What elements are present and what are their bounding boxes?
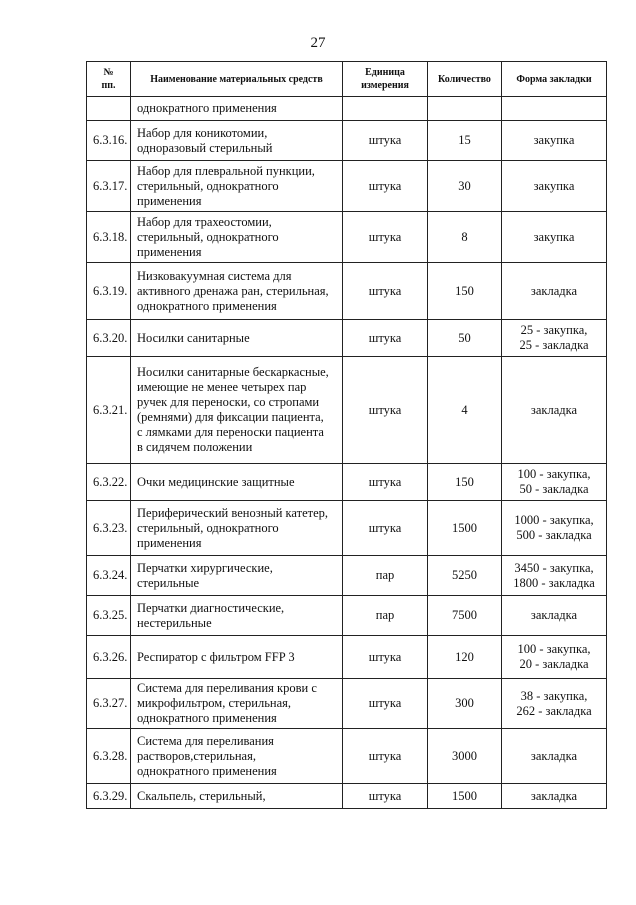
cell-qty: 5250 [428, 556, 502, 596]
cell-name [131, 729, 343, 784]
header-unit-line2: измерения [361, 80, 409, 91]
cell-name [131, 357, 343, 464]
cell-form [502, 320, 607, 357]
cell-name [131, 161, 343, 212]
cell-form-line: 25 - закладка [519, 338, 589, 352]
cell-name [131, 263, 343, 320]
cell-form-line: 3450 - закупка, [514, 560, 594, 575]
cell-name-line: Система для переливания [137, 733, 274, 748]
cell-name-line: Респиратор с фильтром FFP 3 [137, 649, 295, 664]
cell-qty: 8 [428, 212, 502, 263]
cell-name [131, 501, 343, 556]
cell-name-line: Периферический венозный катетер, [137, 505, 329, 520]
cell-name-line: применения [137, 535, 202, 550]
cell-unit: штука [343, 121, 428, 161]
cell-num: 6.3.19. [87, 263, 131, 320]
cell-name [131, 596, 343, 636]
cell-form [502, 464, 607, 501]
table-row [87, 121, 607, 161]
table-row [87, 729, 607, 784]
header-form: Форма закладки [502, 62, 607, 97]
cell-name-line: стерильный, однократного [137, 178, 279, 193]
cell-num: 6.3.18. [87, 212, 131, 263]
cell-num: 6.3.23. [87, 501, 131, 556]
cell-form-line: закупка [533, 178, 575, 193]
cell-unit: пар [343, 596, 428, 636]
cell-form [502, 501, 607, 556]
cell-form [502, 97, 607, 121]
cell-unit: штука [343, 263, 428, 320]
cell-qty: 50 [428, 320, 502, 357]
table-row [87, 784, 607, 809]
cell-form-line: 50 - закладка [519, 482, 589, 496]
table-row [87, 679, 607, 729]
cell-num: 6.3.26. [87, 636, 131, 679]
cell-form-line: закладка [530, 788, 578, 803]
cell-form [502, 679, 607, 729]
cell-qty: 3000 [428, 729, 502, 784]
table-row [87, 97, 607, 121]
cell-qty: 4 [428, 357, 502, 464]
cell-name-line: микрофильтром, стерильная, [137, 696, 292, 710]
cell-form-line: 38 - закупка, [520, 688, 588, 703]
cell-name [131, 784, 343, 809]
table-row [87, 212, 607, 263]
cell-form-line: 20 - закладка [519, 657, 589, 671]
cell-name-line: Система для переливания крови с [137, 681, 317, 695]
cell-name-line: однократного применения [137, 763, 277, 778]
header-unit [343, 62, 428, 97]
inventory-table [86, 61, 607, 809]
cell-name-line: с лямками для переноски пациента [137, 425, 324, 439]
header-name: Наименование материальных средств [131, 62, 343, 97]
cell-form-line: закупка [533, 133, 575, 147]
cell-name-line: Носилки санитарные [137, 330, 250, 345]
cell-form [502, 729, 607, 784]
cell-form [502, 596, 607, 636]
cell-form-line: 500 - закладка [516, 528, 592, 542]
cell-name-line: применения [137, 244, 202, 259]
cell-name-line: Низковакуумная система для [137, 268, 292, 283]
cell-qty: 1500 [428, 501, 502, 556]
cell-qty [428, 97, 502, 121]
cell-name-line: Набор для коникотомии, [137, 125, 268, 140]
cell-num: 6.3.16. [87, 121, 131, 161]
cell-name [131, 464, 343, 501]
cell-name-line: Очки медицинские защитные [137, 474, 295, 489]
cell-num: 6.3.22. [87, 464, 131, 501]
header-qty: Количество [428, 62, 502, 97]
cell-form [502, 784, 607, 809]
cell-name-line: применения [137, 193, 202, 208]
cell-qty: 300 [428, 679, 502, 729]
table-row [87, 161, 607, 212]
cell-form-line: закладка [530, 748, 578, 763]
table-row [87, 357, 607, 464]
cell-num: 6.3.28. [87, 729, 131, 784]
cell-form-line: 1800 - закладка [513, 575, 595, 590]
cell-name-line: однократного применения [137, 101, 277, 115]
cell-name-line: Набор для трахеостомии, [137, 214, 272, 229]
cell-name-line: (ремнями) для фиксации пациента, [137, 410, 324, 424]
cell-qty: 1500 [428, 784, 502, 809]
cell-unit: штука [343, 357, 428, 464]
cell-unit: пар [343, 556, 428, 596]
cell-unit: штука [343, 501, 428, 556]
cell-name [131, 679, 343, 729]
cell-unit: штука [343, 161, 428, 212]
cell-form-line: закупка [533, 229, 575, 244]
table-row [87, 501, 607, 556]
cell-num: 6.3.20. [87, 320, 131, 357]
cell-name-line: имеющие не менее четырех пар [137, 380, 307, 394]
cell-name [131, 121, 343, 161]
header-num [87, 62, 131, 97]
cell-name-line: Носилки санитарные бескаркасные, [137, 365, 329, 379]
cell-form [502, 161, 607, 212]
table-row [87, 464, 607, 501]
cell-qty: 15 [428, 121, 502, 161]
cell-name-line: Набор для плевральной пункции, [137, 163, 315, 178]
cell-qty: 150 [428, 263, 502, 320]
cell-num: 6.3.21. [87, 357, 131, 464]
table-row [87, 320, 607, 357]
cell-name-line: стерильный, однократного [137, 229, 279, 244]
cell-unit: штука [343, 636, 428, 679]
cell-form-line: 25 - закупка, [520, 323, 588, 337]
cell-form [502, 263, 607, 320]
cell-name-line: стерильные [137, 575, 200, 590]
table-row [87, 596, 607, 636]
cell-num: 6.3.25. [87, 596, 131, 636]
table-row [87, 636, 607, 679]
cell-qty: 150 [428, 464, 502, 501]
cell-name [131, 212, 343, 263]
page-number: 27 [310, 35, 326, 51]
cell-name [131, 97, 343, 121]
cell-qty: 30 [428, 161, 502, 212]
cell-name-line: Скальпель, стерильный, [137, 788, 266, 803]
cell-name [131, 636, 343, 679]
cell-unit: штука [343, 729, 428, 784]
cell-form-line: 100 - закупка, [517, 467, 591, 481]
cell-unit [343, 97, 428, 121]
cell-name-line: в сидячем положении [137, 440, 253, 454]
cell-name-line: Перчатки диагностические, [137, 600, 285, 615]
header-num-line2: пп. [101, 80, 116, 91]
cell-name-line: одноразовый стерильный [137, 140, 273, 155]
cell-name-line: нестерильные [137, 615, 212, 630]
cell-form [502, 636, 607, 679]
cell-form [502, 121, 607, 161]
cell-name-line: стерильный, однократного [137, 520, 279, 535]
table-body [87, 97, 607, 809]
cell-form-line: 262 - закладка [516, 703, 592, 718]
table-row [87, 263, 607, 320]
cell-name-line: Перчатки хирургические, [137, 560, 273, 575]
cell-form [502, 212, 607, 263]
cell-form-line: закладка [530, 402, 578, 417]
cell-qty: 120 [428, 636, 502, 679]
table-row [87, 556, 607, 596]
cell-name-line: однократного применения [137, 298, 277, 313]
cell-form-line: закладка [530, 283, 578, 298]
cell-num [87, 97, 131, 121]
cell-name-line: ручек для переноски, со стропами [137, 395, 320, 409]
cell-num: 6.3.17. [87, 161, 131, 212]
cell-name-line: активного дренажа ран, стерильная, [137, 283, 329, 298]
cell-form-line: 1000 - закупка, [514, 513, 594, 527]
cell-qty: 7500 [428, 596, 502, 636]
cell-unit: штука [343, 679, 428, 729]
cell-num: 6.3.27. [87, 679, 131, 729]
cell-form-line: 100 - закупка, [517, 642, 591, 656]
cell-form [502, 556, 607, 596]
cell-unit: штука [343, 320, 428, 357]
cell-unit: штука [343, 784, 428, 809]
header-num-line1: № [103, 67, 114, 78]
cell-num: 6.3.24. [87, 556, 131, 596]
cell-name-line: однократного применения [137, 711, 277, 725]
cell-form-line: закладка [530, 608, 578, 622]
cell-unit: штука [343, 212, 428, 263]
cell-form [502, 357, 607, 464]
cell-name [131, 320, 343, 357]
header-unit-line1: Единица [365, 67, 405, 78]
cell-name [131, 556, 343, 596]
cell-name-line: растворов,стерильная, [137, 748, 256, 763]
table-header-row [87, 62, 607, 97]
cell-unit: штука [343, 464, 428, 501]
cell-num: 6.3.29. [87, 784, 131, 809]
